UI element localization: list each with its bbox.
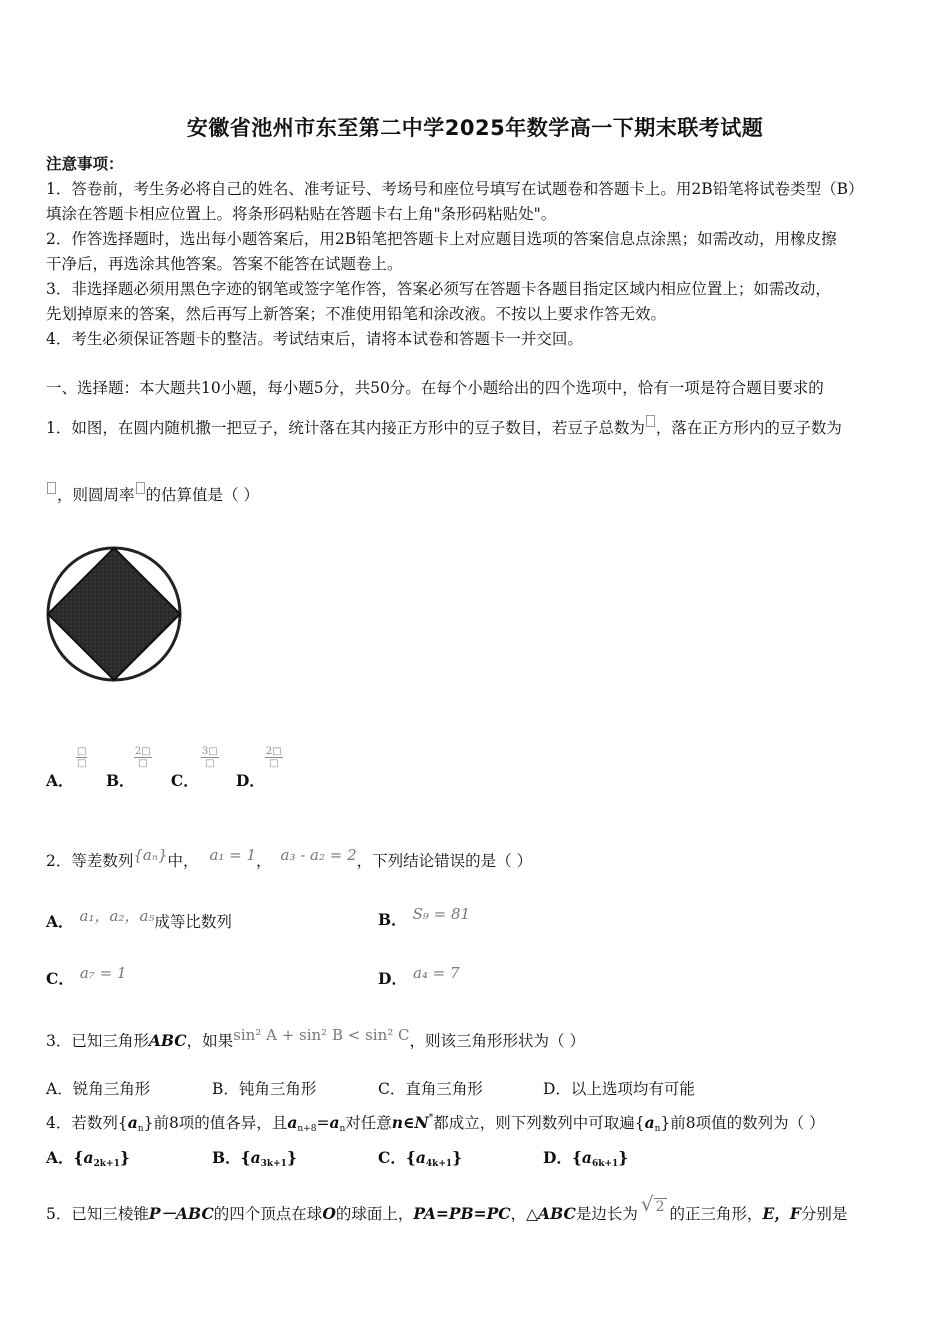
option-a-label: A．: [46, 1148, 74, 1167]
option-d-math: a₄ = 7: [412, 964, 460, 982]
q3-text: ，则该三角形形状为（ ）: [409, 1032, 585, 1050]
option-d-label: D．: [543, 1148, 572, 1167]
q5-text: 分别是: [800, 1205, 848, 1223]
q4-option-d: D．$\{a_{6k+1}\}$: [543, 1148, 629, 1169]
q1-text: ，则圆周率: [57, 486, 135, 504]
q5-triangle: ABC: [538, 1204, 576, 1223]
question-3: [46, 1026, 585, 1051]
q4-text: 都成立，则下列数列中可取遍{: [433, 1114, 645, 1132]
q2-condition-1: a₁ = 1: [209, 846, 257, 864]
q1-text: 的估算值是（ ）: [145, 486, 259, 504]
option-b-label: B．: [212, 1148, 241, 1167]
option-c-label: C．: [170, 771, 199, 790]
option-c-math: a₇ = 1: [79, 964, 127, 982]
option-b-fraction: [134, 746, 152, 769]
fraction-denominator: □: [268, 758, 279, 769]
fraction-denominator: □: [77, 758, 87, 769]
notice-line: 1．答卷前，考生务必将自己的姓名、准考证号、考场号和座位号填写在试题卷和答题卡上。用2B铅笔将试卷类型（B）: [46, 180, 864, 198]
question-1-line1: [46, 415, 842, 438]
fraction-numerator: □: [77, 746, 87, 757]
q5-pyramid: P－ABC: [148, 1204, 214, 1223]
q4-text: 对任意: [345, 1114, 392, 1132]
q2-condition-2: a₃ - a₂ = 2: [280, 846, 357, 864]
question-1-line2: [46, 482, 259, 505]
q5-text: 是边长为: [575, 1205, 638, 1223]
q4-subscript: n: [339, 1124, 346, 1134]
option-d-subscript: 6k+1: [591, 1159, 619, 1169]
sqrt-sign-icon: √: [640, 1192, 654, 1216]
q2-sequence-math: {aₙ}: [133, 846, 168, 864]
q4-var: a: [127, 1113, 138, 1132]
q5-text: 的四个顶点在球: [213, 1205, 323, 1223]
option-c-subscript: 4k+1: [425, 1159, 453, 1169]
question-5: [46, 1192, 847, 1224]
option-a-label: A．: [46, 912, 74, 931]
option-c-fraction: [201, 746, 219, 769]
option-d-label: D．: [235, 771, 265, 790]
q4-text: }前8项值的数列为（ ）: [660, 1114, 825, 1132]
q4-option-a: A．$\{a_{2k+1}\}$: [46, 1148, 130, 1169]
q5-text: 的球面上，: [335, 1205, 414, 1223]
q4-option-c: C．$\{a_{4k+1}\}$: [378, 1148, 463, 1169]
fraction-numerator: 2□: [134, 746, 151, 757]
option-d-var: a: [581, 1148, 592, 1167]
q3-option-d: D．以上选项均有可能: [543, 1080, 695, 1098]
q3-triangle-name: ABC: [148, 1031, 187, 1050]
fraction-denominator: □: [205, 758, 215, 769]
option-b-var: a: [250, 1148, 261, 1167]
q5-text: ，△: [510, 1205, 539, 1223]
option-b-label: B．: [378, 910, 407, 929]
option-b-label: B．: [105, 771, 135, 790]
q1-text: 1．如图，在圆内随机撒一把豆子，统计落在其内接正方形中的豆子数目，若豆子总数为: [46, 419, 645, 437]
option-a-text: 成等比数列: [154, 913, 232, 931]
math-placeholder: [646, 415, 655, 427]
option-c-label: C．: [46, 969, 74, 988]
notice-line: 干净后，再选涂其他答案。答案不能答在试题卷上。: [46, 255, 403, 273]
q5-equality: PA=PB=PC: [413, 1204, 511, 1223]
fraction-numerator: 2□: [265, 746, 282, 757]
q2-option-b: [378, 905, 470, 930]
q1-text: ，落在正方形内的豆子数为: [655, 419, 842, 437]
q4-var: a: [287, 1113, 298, 1132]
sqrt-value: 2: [655, 1199, 665, 1215]
q3-option-b: B．钝角三角形: [212, 1080, 317, 1098]
question-4: [46, 1111, 825, 1134]
q4-option-b: B．$\{a_{3k+1}\}$: [212, 1148, 297, 1169]
q3-inequality: sin² A + sin² B < sin² C: [233, 1026, 410, 1044]
q5-sqrt: [640, 1192, 667, 1216]
option-d-fraction: [265, 746, 283, 769]
q2-text: ，下列结论错误的是（ ）: [356, 852, 533, 870]
q5-sphere: O: [322, 1204, 336, 1223]
question-2: [46, 846, 532, 871]
q3-option-a: A．锐角三角形: [46, 1080, 151, 1098]
notice-line: 填涂在答题卡相应位置上。将条形码粘贴在答题卡右上角"条形码粘贴处"。: [46, 205, 557, 223]
q4-var: a: [644, 1113, 655, 1132]
q4-text: =: [316, 1114, 330, 1132]
q5-points: E，F: [762, 1204, 801, 1223]
q4-var: a: [329, 1113, 340, 1132]
math-placeholder: [136, 482, 145, 494]
q2-text: 中，: [167, 852, 199, 870]
option-d-label: D．: [378, 969, 407, 988]
q1-options: [46, 732, 296, 790]
option-b-subscript: 3k+1: [260, 1159, 287, 1169]
circle-inscribed-square-diagram: [46, 533, 186, 688]
math-placeholder: [47, 482, 56, 494]
circle-square-figure: [46, 533, 186, 692]
q2-option-d: [378, 964, 460, 989]
option-a-fraction: [76, 746, 87, 769]
option-a-label: A．: [46, 771, 74, 790]
notice-line: 先划掉原来的答案，然后再写上新答案；不准使用铅笔和涂改液。不按以上要求作答无效。: [46, 305, 667, 323]
q4-domain: n∈N: [391, 1113, 429, 1132]
notice-line: 4．考生必须保证答题卡的整洁。考试结束后，请将本试卷和答题卡一并交回。: [46, 330, 583, 348]
option-a-subscript: 2k+1: [93, 1159, 120, 1169]
notice-line: 2．作答选择题时，选出每小题答案后，用2B铅笔把答题卡上对应题目选项的答案信息点涂黑；如需改动，用橡皮擦: [46, 230, 837, 248]
q4-superscript: *: [428, 1113, 434, 1123]
option-c-var: a: [415, 1148, 426, 1167]
option-b-math: S₉ = 81: [412, 905, 471, 923]
q4-text: 4．若数列{: [46, 1114, 128, 1132]
page-title: 安徽省池州市东至第二中学2025年数学高一下期末联考试题: [186, 116, 764, 140]
q3-option-c: C．直角三角形: [378, 1080, 483, 1098]
section-heading: 一、选择题：本大题共10小题，每小题5分，共50分。在每个小题给出的四个选项中，恰有一项是符合题目要求的: [46, 379, 824, 397]
q5-text: 的正三角形，: [669, 1205, 763, 1223]
notice-line: 3．非选择题必须用黑色字迹的钢笔或签字笔作答，答案必须写在答题卡各题目指定区域内相应位置上；如需改动，: [46, 280, 831, 298]
option-c-label: C．: [378, 1148, 406, 1167]
q4-subscript: n+8: [297, 1124, 317, 1134]
q3-text: 3．已知三角形: [46, 1032, 149, 1050]
q3-text: ，如果: [186, 1032, 234, 1050]
q2-option-a: [46, 905, 232, 932]
q4-subscript: n: [137, 1124, 144, 1134]
notice-heading: 注意事项：: [46, 154, 124, 173]
q4-text: }前8项的值各异，且: [143, 1114, 288, 1132]
q2-text: ，: [256, 852, 272, 870]
option-a-math: a₁，a₂，a₅: [79, 907, 155, 925]
q5-text: 5．已知三棱锥: [46, 1205, 149, 1223]
q4-subscript: n: [654, 1124, 661, 1134]
option-a-var: a: [83, 1148, 94, 1167]
fraction-numerator: 3□: [201, 746, 218, 757]
q2-text: 2．等差数列: [46, 852, 134, 870]
q2-option-c: [46, 964, 126, 989]
fraction-denominator: □: [138, 758, 148, 769]
